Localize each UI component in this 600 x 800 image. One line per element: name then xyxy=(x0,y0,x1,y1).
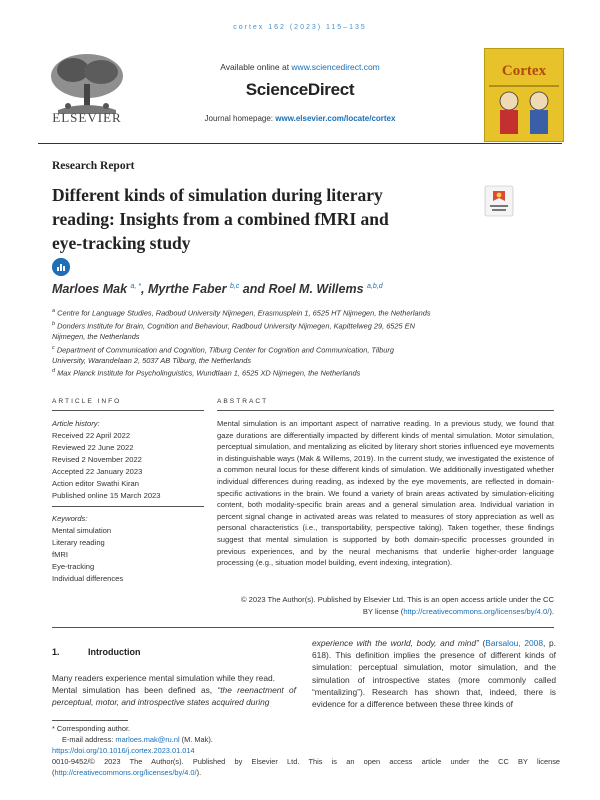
affiliation-c: $^c$ Department of Communication and Cognition, Tilburg Center for Cognition and Communication, Tilburg University, Warandelaan 2, 5037 AB Tilburg, the Netherlands xyxy=(52,345,394,366)
affiliation-a: $^a$ Centre for Language Studies, Radboud University Nijmegen, Erasmusplein 1, 6525 HT Nijmegen, the Netherlands xyxy=(52,308,431,318)
keyword: fMRI xyxy=(52,550,69,559)
section-title: Introduction xyxy=(88,647,141,657)
history-item: Reviewed 22 June 2022 xyxy=(52,443,134,452)
history-item: Revised 2 November 2022 xyxy=(52,455,142,464)
citation-link[interactable]: Barsalou, 2008 xyxy=(485,638,543,648)
doi-line xyxy=(52,746,560,757)
author-name[interactable]: Roel M. Willems xyxy=(268,282,364,296)
abstract-text: Mental simulation is an important aspect of narrative reading. In a previous study, we found that gaze durations are differentially impacted by different kinds of mental simulation. Motor simulation, perceptual simulation, and mentalizing as elicited by literary short stories influenced eye movements in distinguishable ways (Mak & Willems, 2019). In the current study, we investigated the existence of a common neural locus for these different kinds of simulation. We additionally investigated whether individual differences during reading, as indexed by the eye movements, are reflected in domain-specific activations in the brain. We found a variety of brain areas activated by simulation-eliciting content, both modality-specific brain areas and a general simulation area. Individual variation in percent signal change in activated areas was related to measures of story appreciation as well as personal characteristics (i.e., transportability, perspective taking). Taken together, these findings suggest that mental simulation is supported by both domain-specific processes grounded in previous experiences, and by the neural mechanisms that underlie higher-order language processing (e.g., situation model building, event indexing, integration). xyxy=(217,419,554,568)
issn-license-link[interactable]: http://creativecommons.org/licenses/by/4.0/ xyxy=(54,767,197,777)
body-column-left xyxy=(52,672,296,709)
platform-title: ScienceDirect xyxy=(245,80,355,99)
corresponding-author-note: * Corresponding author. xyxy=(52,724,131,733)
abstract-heading: ABSTRACT xyxy=(217,398,269,405)
header-divider xyxy=(38,143,562,144)
email-link[interactable]: marloes.mak@ru.nl xyxy=(115,735,180,744)
keyword: Individual differences xyxy=(52,574,124,583)
title-line: Different kinds of simulation during literary xyxy=(52,185,383,205)
affiliation-d: $^d$ Max Planck Institute for Psycholinguistics, Wundtlaan 1, 6525 XD Nijmegen, the Netherlands xyxy=(52,368,361,378)
author-list: Marloes Mak $^{a, *}$, Myrthe Faber $^{b,c}$ and Roel M. Willems $^{a,b,d}$ xyxy=(52,282,383,296)
keywords-label: Keywords: xyxy=(52,514,88,523)
article-title xyxy=(52,183,452,255)
open-access-icon[interactable] xyxy=(52,258,70,276)
keywords-rule xyxy=(52,506,204,507)
check-for-updates-icon[interactable] xyxy=(484,185,514,217)
history-item: Received 22 April 2022 xyxy=(52,431,131,440)
keyword: Literary reading xyxy=(52,538,105,547)
journal-homepage-line xyxy=(150,114,450,123)
footnote-rule xyxy=(52,720,128,721)
abstract-rule xyxy=(217,410,554,411)
email-line: E-mail address: marloes.mak@ru.nl (M. Mak). xyxy=(62,735,213,744)
doi-link[interactable]: https://doi.org/10.1016/j.cortex.2023.01.014 xyxy=(52,746,195,755)
journal-homepage-link[interactable]: www.elsevier.com/locate/cortex xyxy=(275,114,396,123)
author-name[interactable]: Myrthe Faber xyxy=(147,282,227,296)
author-marks[interactable]: b,c xyxy=(229,282,240,290)
keyword: Mental simulation xyxy=(52,526,112,535)
affiliation-b: $^b$ Donders Institute for Brain, Cognition and Behaviour, Radboud University Nijmegen, Kapittelweg 29, 6525 EN Nijmegen, the Netherlands xyxy=(52,321,415,342)
history-item: Published online 15 March 2023 xyxy=(52,491,161,500)
author-marks[interactable]: a,b,d xyxy=(367,282,383,290)
body-paragraph: Mental simulation has been defined as, “the reenactment of perceptual, motor, and introspective states acquired during xyxy=(52,685,296,708)
article-info-rule xyxy=(52,410,204,411)
keyword: Eye-tracking xyxy=(52,562,95,571)
history-item: Accepted 22 January 2023 xyxy=(52,467,143,476)
abstract-copyright: © 2023 The Author(s). Published by Elsevier Ltd. This is an open access article under the CC BY license (http://creativecommons.org/licenses/by/4.0/). xyxy=(240,595,554,616)
section-number: 1. xyxy=(52,647,60,657)
title-line: eye-tracking study xyxy=(52,233,191,253)
available-online-line xyxy=(150,62,450,72)
body-paragraph: Many readers experience mental simulation while they read. xyxy=(52,673,275,683)
title-line: reading: Insights from a combined fMRI and xyxy=(52,209,389,229)
publisher-name: ELSEVIER xyxy=(52,110,122,125)
sciencedirect-link[interactable]: www.sciencedirect.com xyxy=(291,62,380,72)
article-type: Research Report xyxy=(52,160,135,172)
homepage-prefix: Journal homepage: xyxy=(204,114,276,123)
issn-line: 0010-9452/© 2023 The Author(s). Published by Elsevier Ltd. This is an open access article under the CC BY license (http://creativecommons.org/licenses/by/4.0/). xyxy=(52,757,560,777)
section-heading xyxy=(52,647,141,657)
journal-citation: cortex 162 (2023) 115–135 xyxy=(233,24,367,31)
history-item: Action editor Swathi Kiran xyxy=(52,479,139,488)
author-name[interactable]: Marloes Mak xyxy=(52,282,128,296)
journal-cover[interactable] xyxy=(484,48,564,142)
body-quote: experience with the world, body, and mind” xyxy=(312,638,479,648)
history-label: Article history: xyxy=(52,419,100,428)
copyright-text: © 2023 The Author(s). Published by Elsevier Ltd. This is an open access article under the CC xyxy=(240,595,554,604)
cover-title: Cortex xyxy=(501,63,547,79)
body-column-right: experience with the world, body, and mind” (Barsalou, 2008, p. 618). This definition implies the presence of different kinds of simulation: perceptual simulation, motor simulation, and the simulation of introspective states (more commonly called “mentalizing”). Research has shown that, indeed, there is evidence for a difference between these three kinds of xyxy=(312,638,557,710)
license-link[interactable]: http://creativecommons.org/licenses/by/4.0/ xyxy=(403,606,550,616)
abstract-bottom-rule xyxy=(52,627,554,628)
available-prefix: Available online at xyxy=(220,62,292,72)
article-info-heading: ARTICLE INFO xyxy=(52,398,122,405)
body-quote: “the reenactment of perceptual, motor, and introspective states acquired during xyxy=(52,685,296,708)
cover-illustration-icon xyxy=(485,49,563,141)
author-marks[interactable]: a, * xyxy=(130,282,142,290)
